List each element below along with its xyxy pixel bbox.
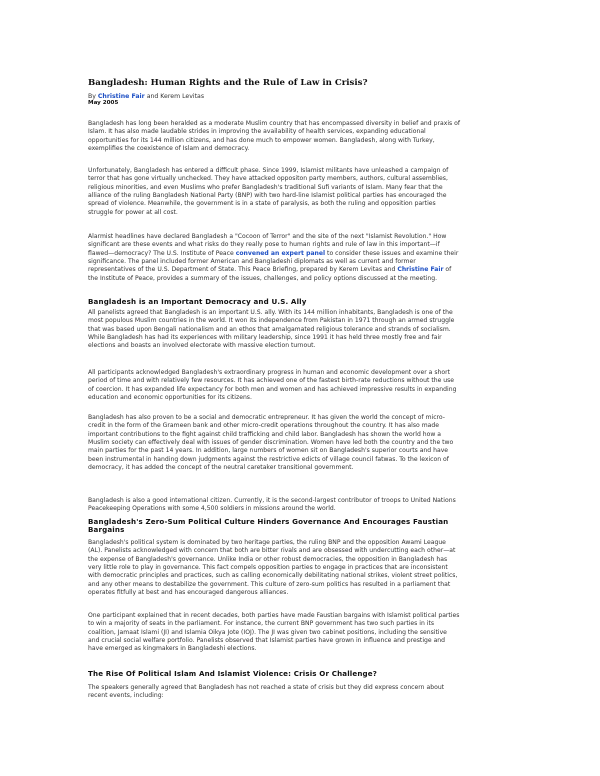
text-line: spread of violence. Meanwhile, the government is in a state of paralysis, as both the ruling and opposition parties	[88, 200, 436, 208]
text-line: and any other means to destabilize the government. This culture of zero-sum politics has resulted in a parliament that	[88, 580, 451, 588]
text-span: of	[443, 266, 452, 274]
paragraph-progress	[88, 369, 518, 402]
text-line: operates fitfully at best and has encouraged dangerous alliances.	[88, 588, 289, 596]
text-line: alliance of the ruling Bangladesh National Party (BNP) with two hard-line Islamist political parties has encouraged the	[88, 191, 447, 199]
text-line: the expense of Bangladesh's governance. Unlike India or other robust democracies, the opposition in Bangladesh has	[88, 555, 448, 563]
text-line: Alarmist headlines have declared Bangladesh a "Cocoon of Terror" and the site of the next "Islamist Revolution." How	[88, 233, 447, 240]
text-line: coalition, Jamaat Islami (JI) and Islamia Oikya Jote (IOJ). The JI was given two cabinet positions, including the sensitive	[88, 628, 447, 636]
author-link-christine-fair-2[interactable]: Christine Fair	[397, 266, 444, 274]
text-line: to win a majority of seats in the parliament. For instance, the current BNP government has two such parties in its	[88, 620, 435, 628]
section-heading-political-islam: The Rise Of Political Islam And Islamist Violence: Crisis Or Challenge?	[88, 669, 378, 678]
text-line: recent events, including:	[88, 692, 164, 700]
text-span: to consider these issues and examine their	[325, 249, 459, 257]
text-line: All panelists agreed that Bangladesh is an important U.S. ally. With its 144 million inhabitants, Bangladesh is one of the	[88, 309, 453, 316]
text-line: Bangladesh has long been heralded as a moderate Muslim country that has encompassed diversity in belief and praxis of	[88, 120, 460, 127]
publication-date: May 2005	[88, 100, 119, 106]
text-line: credit in the form of the Grameen bank and other micro-credit operations throughout the country. It has also made	[88, 422, 439, 430]
text-line: The speakers generally agreed that Bangladesh has not reached a state of crisis but they did express concern about	[88, 684, 445, 691]
text-line: (AL). Panelists acknowledged with concern that both are bitter rivals and are obsessed with undercutting each other—at	[88, 547, 456, 555]
text-line	[88, 250, 518, 258]
paragraph-political-system	[88, 539, 518, 597]
text-line: Bangladesh has also proven to be a social and democratic entrepreneur. It has given the world the concept of micro-	[88, 414, 445, 421]
text-line: While Bangladesh has had its experiences with military leadership, since 1991 it has held three mostly free and fair	[88, 333, 442, 341]
text-line: education and economic opportunities for its citizens.	[88, 393, 252, 401]
text-line: and crucial social welfare portfolio. Panelists observed that Islamist parties have grown in influence and prestige and	[88, 636, 446, 644]
section-heading-zero-sum	[88, 518, 518, 533]
text-line: important contributions to the fight against child trafficking and child labor. Bangladesh has shown the world how a	[88, 430, 441, 438]
text-line: Unfortunately, Bangladesh has entered a difficult phase. Since 1999, Islamist militants have unleashed a campaign of	[88, 167, 449, 174]
text-line: Bangladesh is also a good international citizen. Currently, it is the second-largest contributor of troops to United Nations	[88, 497, 456, 504]
text-line: Peacekeeping Operations with some 4,500 soldiers in missions around the world.	[88, 505, 336, 513]
paragraph-important-ally	[88, 309, 518, 351]
paragraph-difficult-phase	[88, 167, 518, 217]
paragraph-intro	[88, 120, 518, 153]
byline-rest: and Kerem Levitas	[144, 93, 205, 100]
text-line: that was based upon Bengali nationalism and an ethos that amalgamated religious tolerance and strands of socialism.	[88, 325, 451, 333]
expert-panel-link[interactable]: convened an expert panel	[235, 249, 326, 257]
text-line: struggle for power at all cost.	[88, 208, 178, 216]
text-line: Bangladesh's political system is dominated by two heritage parties, the ruling BNP and the opposition Awami League	[88, 539, 446, 546]
byline-by: By	[88, 93, 98, 100]
paragraph-entrepreneur	[88, 414, 518, 472]
text-line: of coercion. It has expanded life expectancy for both men and women and has achieved impressive results in expanding	[88, 385, 457, 393]
text-line: been instrumental in handing down judgments against the restrictive edicts of village council fatwas. To the lexicon of	[88, 455, 449, 463]
text-line: main parties for the past 14 years. In addition, large numbers of women sit on Bangladesh's superior courts and have	[88, 447, 449, 455]
text-line: terror that has gone virtually unchecked. They have attacked oppositon party members, authors, cultural assemblies,	[88, 175, 448, 183]
text-line: religious minorities, and even Muslims who prefer Bangladesh's traditional Sufi variants of Islam. Many fear that the	[88, 183, 443, 191]
text-line: have emerged as kingmakers in Bangladeshi elections.	[88, 645, 257, 653]
section-heading-democracy-ally: Bangladesh is an Important Democracy and U.S. Ally	[88, 297, 307, 306]
text-span: representatives of the U.S. Department of State. This Peace Briefing, prepared by Kerem Levitas and	[88, 266, 398, 274]
text-line: elections and boasts an involved electorate with massive election turnout.	[88, 342, 316, 350]
text-line: significant are these events and what risks do they really pose to human rights and rule of law in this important—if	[88, 241, 440, 249]
text-span: flawed—democracy? The U.S. Institute of Peace	[88, 249, 236, 257]
text-line: most populous Muslim countries in the world. It won its independence from Pakistan in 1971 through an armed struggle	[88, 317, 455, 325]
text-line: with democratic principles and practices, such as calling economically debilitating national strikes, violent street politics,	[88, 572, 458, 580]
paragraph-alarmist-headlines	[88, 233, 518, 283]
text-line: All participants acknowledged Bangladesh's extraordinary progress in human and economic development over a short	[88, 369, 450, 376]
paragraph-international-citizen	[88, 497, 518, 514]
text-line: opportunities for its 144 million citizens, and has done much to empower women. Bangladesh, along with Turkey,	[88, 136, 435, 144]
text-line: One participant explained that in recent decades, both parties have made Faustian bargains with Islamist political parties	[88, 612, 460, 619]
text-line: democracy, it has added the concept of the neutral caretaker transitional government.	[88, 463, 354, 471]
text-line: significance. The panel included former American and Bangladeshi diplomats as well as current and former	[88, 257, 416, 265]
text-line: exemplifies the coexistence of Islam and democracy.	[88, 144, 250, 152]
document-title: Bangladesh: Human Rights and the Rule of Law in Crisis?	[88, 78, 368, 88]
byline	[88, 93, 518, 100]
paragraph-faustian-bargains	[88, 612, 518, 654]
text-line: Islam. It has also made laudable strides in improving the availability of health services, expanding educational	[88, 128, 426, 136]
text-line: period of time and with relatively few resources. It has achieved one of the fastest birth-rate reductions without the use	[88, 377, 455, 385]
author-link-christine-fair[interactable]: Christine Fair	[97, 93, 145, 100]
text-line: very little role to play in governance. This fact compels opposition parties to engage in practices that are inconsistent	[88, 563, 448, 571]
text-line	[88, 266, 518, 274]
paragraph-speakers	[88, 684, 518, 701]
text-line: Muslim society can effectively deal with issues of gender discrimination. Women have led both the country and the two	[88, 438, 454, 446]
text-line: the Institute of Peace, provides a summary of the issues, challenges, and policy options discussed at the meeting.	[88, 274, 438, 282]
heading-line: Bargains	[88, 524, 125, 534]
heading-line: Bangladesh's Zero-Sum Political Culture Hinders Governance And Encourages Faustian	[88, 517, 449, 526]
